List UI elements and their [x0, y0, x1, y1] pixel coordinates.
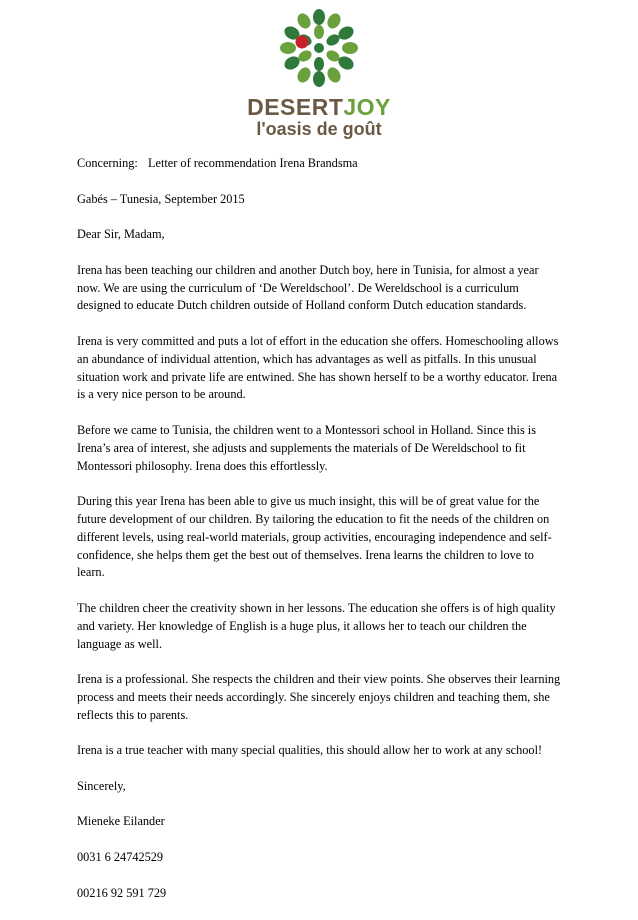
paragraph: Irena is a professional. She respects the children and their view points. She observes their learning process and meets their needs accordingly. She sincerely enjoys children and teaching them, she reflects this to parents. [77, 672, 561, 722]
place-date: Gabés – Tunesia, September 2015 [77, 191, 245, 206]
salutation: Dear Sir, Madam, [77, 227, 165, 242]
phone-number: 00216 92 591 729 [77, 885, 167, 900]
brand-tagline: l'oasis de goût [256, 119, 382, 139]
brand-word-desert: DESERT [247, 94, 344, 120]
signer-name: Mieneke Eilander [77, 814, 165, 829]
paragraph: Irena has been teaching our children and another Dutch boy, here in Tunisia, for almost a year now. We are using the curriculum of ‘De Wereldschool’. De Wereldschool is a curriculum designed to educate Dutch children outside of Holland conform Dutch education standards. [77, 262, 539, 313]
brand-word-joy: JOY [343, 94, 391, 120]
paragraph: Irena is very committed and puts a lot of effort in the education she offers. Homeschooling allows an abundance of individual attention, which has advantages as well as pitfalls. In this unusual situation work and private life are entwined. She has shown herself to be a worthy educator. Irena is a very nice person to be around. [77, 333, 559, 402]
paragraph: Before we came to Tunisia, the children went to a Montessori school in Holland. Since this is Irena’s area of interest, she adjusts and supplements the materials of De Wereldschool to fit Montessori philosophy. Irena does this effortlessly. [77, 422, 537, 473]
closing: Sincerely, [77, 778, 126, 793]
paragraph: The children cheer the creativity shown in her lessons. The education she offers is of high quality and variety. Her knowledge of English is a huge plus, it allows her to teach our children the language as well. [77, 600, 556, 651]
concerning-label: Concerning: [77, 156, 138, 170]
leaf-emblem-icon [280, 8, 358, 88]
paragraph: Irena is a true teacher with many special qualities, this should allow her to work at any school! [77, 743, 543, 758]
letter-body [77, 155, 563, 920]
brand-name [0, 94, 638, 121]
concerning-text: Letter of recommendation Irena Brandsma [148, 156, 358, 170]
desertjoy-logo [0, 0, 638, 150]
paragraph: During this year Irena has been able to give us much insight, this will be of great value for the future development of our children. By tailoring the education to fit the needs of the children on different levels, using real-world materials, group activities, encouraging independence and self-confidence, she helps them get the best out of themselves. Irena learns the children to love to learn. [77, 494, 552, 580]
phone-number: 0031 6 24742529 [77, 850, 164, 865]
concerning-line [77, 155, 563, 173]
